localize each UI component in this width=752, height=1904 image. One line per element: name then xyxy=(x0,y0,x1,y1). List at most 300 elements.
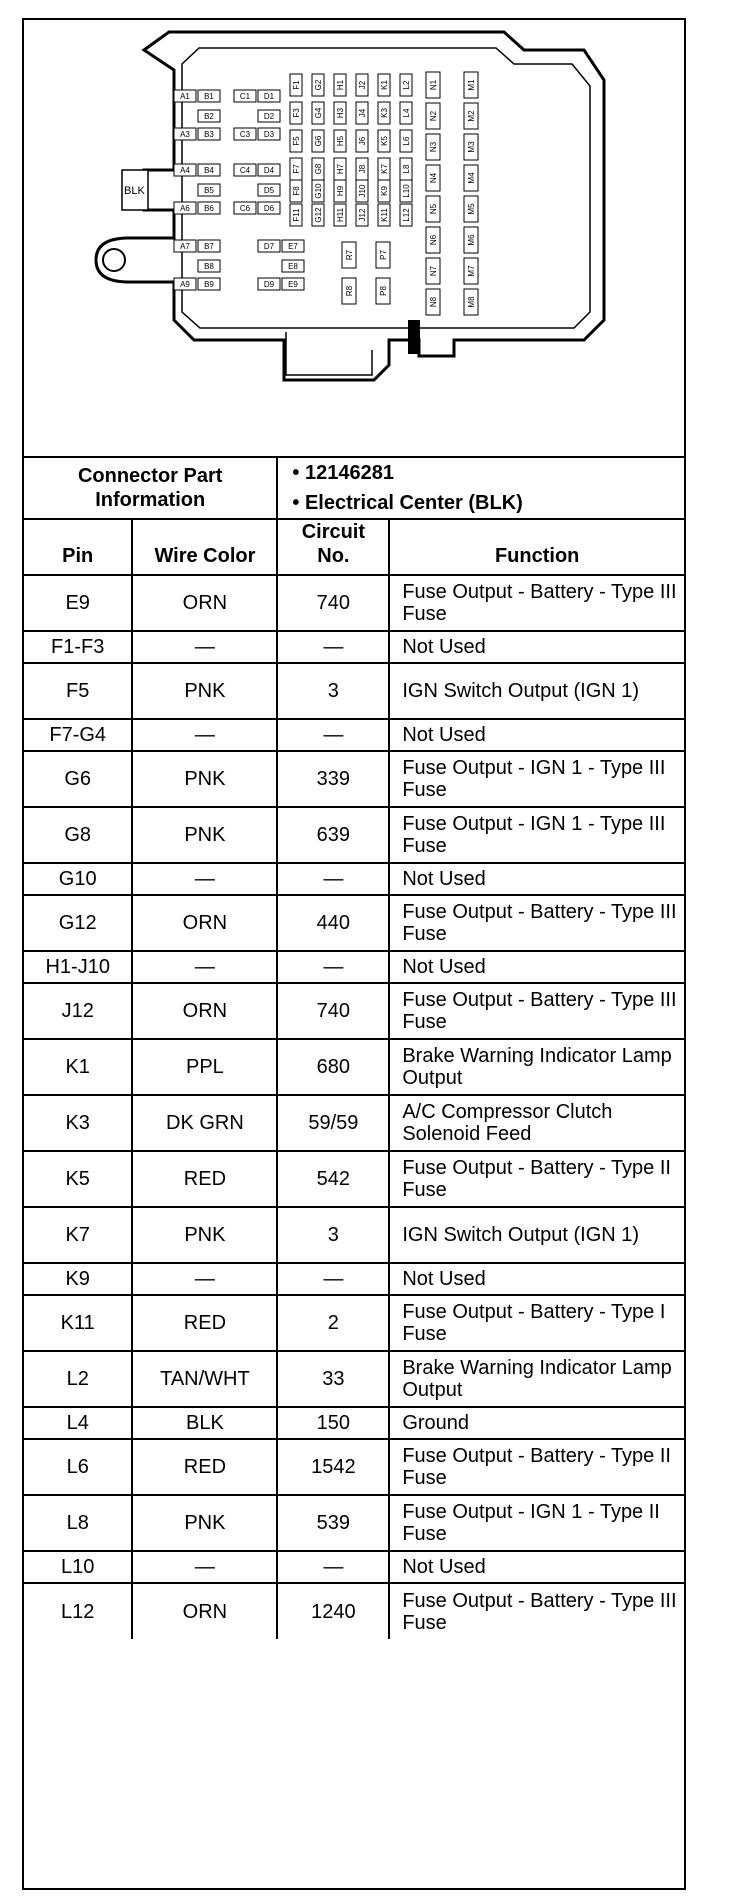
fuse-slot-label: A7 xyxy=(180,242,190,251)
table-row xyxy=(24,1551,684,1583)
fuse-slot-label: B7 xyxy=(204,242,214,251)
fuse-slot-label: R8 xyxy=(345,285,354,297)
pin-cell: F1-F3 xyxy=(24,631,132,663)
circuit-cell: 59/59 xyxy=(277,1095,389,1151)
connector-plug-outline xyxy=(286,332,372,375)
function-cell: Fuse Output - Battery - Type III Fuse xyxy=(389,575,684,631)
pin-table xyxy=(24,456,684,1639)
fuse-slot xyxy=(426,227,440,253)
table-row xyxy=(24,983,684,1039)
fuse-slot xyxy=(426,103,440,129)
fuse-slot xyxy=(426,165,440,191)
fuse-slot-label: G6 xyxy=(314,135,323,147)
fuse-slot-label: L8 xyxy=(402,164,411,174)
pin-cell: E9 xyxy=(24,575,132,631)
table-row xyxy=(24,719,684,751)
fuse-slot xyxy=(426,258,440,284)
fuse-slot xyxy=(356,204,368,226)
fuse-slot xyxy=(258,164,280,176)
latch xyxy=(408,320,420,354)
fuse-slot-label: K11 xyxy=(380,208,389,222)
fuse-slot xyxy=(198,164,220,176)
table-row xyxy=(24,807,684,863)
fuse-slot-label: M4 xyxy=(467,172,476,184)
fuse-slot xyxy=(342,242,356,268)
fuse-slot-label: D3 xyxy=(263,130,275,139)
fuse-slot-label: A9 xyxy=(180,280,190,289)
wire-color-cell: — xyxy=(132,951,277,983)
function-cell: Fuse Output - Battery - Type I Fuse xyxy=(389,1295,684,1351)
wire-color-cell: RED xyxy=(132,1439,277,1495)
pin-cell: K3 xyxy=(24,1095,132,1151)
fuse-slot xyxy=(464,289,478,315)
fuse-slot xyxy=(282,240,304,252)
fuse-slot xyxy=(174,278,196,290)
fuse-slot-label: J10 xyxy=(358,184,367,198)
fuse-slot-label: A4 xyxy=(180,166,190,175)
fuse-slot-label: L6 xyxy=(402,136,411,146)
pin-cell: F5 xyxy=(24,663,132,719)
connector-info-label-text: Connector Part Information xyxy=(77,465,223,511)
wire-color-cell: PNK xyxy=(132,1207,277,1263)
pin-cell: K7 xyxy=(24,1207,132,1263)
fuse-slot-label: M1 xyxy=(467,79,476,91)
fuse-slot-label: M8 xyxy=(467,296,476,308)
function-cell: Brake Warning Indicator Lamp Output xyxy=(389,1351,684,1407)
fuse-slot xyxy=(334,102,346,124)
fuse-slot-label: G8 xyxy=(314,163,323,175)
circuit-cell: 539 xyxy=(277,1495,389,1551)
pin-cell: L8 xyxy=(24,1495,132,1551)
fuse-slot-label: N6 xyxy=(429,234,438,246)
fuse-slot-label: N7 xyxy=(429,265,438,277)
function-cell: Fuse Output - Battery - Type II Fuse xyxy=(389,1151,684,1207)
fuse-slot-label: M7 xyxy=(467,265,476,277)
fuse-slot xyxy=(174,202,196,214)
table-row xyxy=(24,895,684,951)
table-row xyxy=(24,1039,684,1095)
wire-color-cell: DK GRN xyxy=(132,1095,277,1151)
fuse-slot-label: J8 xyxy=(358,164,367,174)
fuse-slot-label: N5 xyxy=(429,203,438,215)
header-pin: Pin xyxy=(24,519,132,575)
function-cell: Fuse Output - Battery - Type II Fuse xyxy=(389,1439,684,1495)
fuse-slot xyxy=(378,74,390,96)
fuse-slot xyxy=(312,130,324,152)
fuse-slot-label: J6 xyxy=(358,136,367,146)
pin-cell: L6 xyxy=(24,1439,132,1495)
fuse-slot-label: E8 xyxy=(288,262,298,271)
fuse-slots xyxy=(174,72,478,315)
fuse-slot xyxy=(174,164,196,176)
bullet: • xyxy=(292,492,300,514)
fuse-slot xyxy=(312,180,324,202)
wire-color-cell: ORN xyxy=(132,983,277,1039)
function-cell: Fuse Output - IGN 1 - Type II Fuse xyxy=(389,1495,684,1551)
fuse-slot-label: G12 xyxy=(314,207,323,223)
circuit-cell: — xyxy=(277,719,389,751)
fuse-slot-label: F11 xyxy=(292,208,301,222)
table-row xyxy=(24,663,684,719)
wire-color-cell: ORN xyxy=(132,575,277,631)
fuse-slot-label: F1 xyxy=(292,80,301,90)
fuse-slot xyxy=(198,202,220,214)
table-row xyxy=(24,751,684,807)
fuse-slot-label: K5 xyxy=(380,136,389,146)
fuse-slot-label: G4 xyxy=(314,107,323,119)
wire-color-cell: — xyxy=(132,863,277,895)
circuit-cell: 542 xyxy=(277,1151,389,1207)
circuit-cell: — xyxy=(277,631,389,663)
table-row xyxy=(24,631,684,663)
fuse-slot xyxy=(174,128,196,140)
fuse-slot-label: H3 xyxy=(336,107,345,119)
circuit-cell: 3 xyxy=(277,1207,389,1263)
circuit-cell: 2 xyxy=(277,1295,389,1351)
fuse-slot xyxy=(258,110,280,122)
circuit-cell: 339 xyxy=(277,751,389,807)
fuse-slot xyxy=(290,204,302,226)
mounting-hole xyxy=(103,249,125,271)
fuse-slot xyxy=(400,102,412,124)
fuse-slot xyxy=(464,258,478,284)
function-cell: Not Used xyxy=(389,1551,684,1583)
fuse-slot xyxy=(378,130,390,152)
circuit-cell: — xyxy=(277,1263,389,1295)
fuse-slot xyxy=(234,202,256,214)
fuse-slot xyxy=(198,240,220,252)
fuse-slot xyxy=(334,130,346,152)
fuse-slot xyxy=(282,260,304,272)
fuse-slot-label: M6 xyxy=(467,234,476,246)
wire-color-cell: BLK xyxy=(132,1407,277,1439)
fuse-slot xyxy=(334,158,346,180)
fuse-slot-label: A3 xyxy=(180,130,190,139)
table-row xyxy=(24,951,684,983)
fuse-slot-label: F7 xyxy=(292,164,301,174)
fuse-slot-label: H7 xyxy=(336,163,345,175)
fuse-slot xyxy=(290,102,302,124)
fuse-slot xyxy=(376,242,390,268)
wire-color-cell: RED xyxy=(132,1151,277,1207)
fuse-slot-label: C4 xyxy=(239,166,251,175)
fuse-slot xyxy=(312,158,324,180)
fuse-slot-label: B6 xyxy=(204,204,214,213)
connector-info-label xyxy=(24,457,277,519)
fuse-slot xyxy=(400,158,412,180)
function-cell: Not Used xyxy=(389,951,684,983)
bullet: • xyxy=(292,462,300,484)
header-function: Function xyxy=(389,519,684,575)
wire-color-cell: — xyxy=(132,1263,277,1295)
fuse-slot xyxy=(334,74,346,96)
circuit-cell: 150 xyxy=(277,1407,389,1439)
fuse-slot-label: C1 xyxy=(239,92,251,101)
fuse-slot-label: F5 xyxy=(292,136,301,146)
table-row xyxy=(24,1295,684,1351)
fuse-slot-label: K1 xyxy=(380,80,389,90)
function-cell: Not Used xyxy=(389,631,684,663)
pin-cell: K11 xyxy=(24,1295,132,1351)
fuse-slot-label: H1 xyxy=(336,79,345,91)
fuse-slot xyxy=(258,128,280,140)
fuse-slot-label: D1 xyxy=(263,92,275,101)
fuse-slot xyxy=(258,184,280,196)
table-row xyxy=(24,863,684,895)
fuse-slot-label: M3 xyxy=(467,141,476,153)
table-row xyxy=(24,1207,684,1263)
pin-cell: K5 xyxy=(24,1151,132,1207)
wire-color-cell: — xyxy=(132,631,277,663)
fuse-slot-label: J2 xyxy=(358,80,367,90)
fuse-slot xyxy=(426,134,440,160)
wire-color-cell: PPL xyxy=(132,1039,277,1095)
function-cell: IGN Switch Output (IGN 1) xyxy=(389,1207,684,1263)
fuse-slot xyxy=(282,278,304,290)
fuse-slot-label: B8 xyxy=(204,262,214,271)
fuse-slot-label: N4 xyxy=(429,172,438,184)
fuse-slot-label: M2 xyxy=(467,110,476,122)
fuse-slot xyxy=(290,130,302,152)
fuse-slot xyxy=(356,74,368,96)
function-cell: A/C Compressor Clutch Solenoid Feed xyxy=(389,1095,684,1151)
side-label: BLK xyxy=(124,185,145,197)
fuse-slot xyxy=(464,227,478,253)
fuse-slot xyxy=(198,110,220,122)
fuse-slot-label: N8 xyxy=(429,296,438,308)
pin-cell: F7-G4 xyxy=(24,719,132,751)
function-cell: Fuse Output - Battery - Type III Fuse xyxy=(389,1583,684,1639)
pin-cell: H1-J10 xyxy=(24,951,132,983)
function-cell: Fuse Output - IGN 1 - Type III Fuse xyxy=(389,751,684,807)
fuse-slot xyxy=(378,180,390,202)
header-wire-color: Wire Color xyxy=(132,519,277,575)
wire-color-cell: ORN xyxy=(132,1583,277,1639)
connector-sheet xyxy=(22,18,686,1890)
circuit-cell: — xyxy=(277,951,389,983)
circuit-cell: 33 xyxy=(277,1351,389,1407)
table-row xyxy=(24,1439,684,1495)
fuse-slot-label: D9 xyxy=(263,280,275,289)
connector-description: Electrical Center (BLK) xyxy=(304,492,523,514)
fuse-slot-label: C3 xyxy=(239,130,251,139)
fuse-slot-label: K3 xyxy=(380,108,389,118)
circuit-cell: — xyxy=(277,1551,389,1583)
fuse-slot xyxy=(198,184,220,196)
fuse-slot xyxy=(400,130,412,152)
circuit-cell: 639 xyxy=(277,807,389,863)
fuse-slot xyxy=(464,72,478,98)
wire-color-cell: PNK xyxy=(132,807,277,863)
function-cell: Fuse Output - Battery - Type III Fuse xyxy=(389,895,684,951)
function-cell: IGN Switch Output (IGN 1) xyxy=(389,663,684,719)
fuse-slot-label: A6 xyxy=(180,204,190,213)
circuit-cell: 440 xyxy=(277,895,389,951)
fuse-slot xyxy=(400,180,412,202)
fuse-slot-label: K9 xyxy=(380,186,389,196)
circuit-cell: 740 xyxy=(277,983,389,1039)
connector-info-values xyxy=(277,457,684,519)
table-row xyxy=(24,1095,684,1151)
fuse-slot xyxy=(198,128,220,140)
part-number: 12146281 xyxy=(304,462,394,484)
fuse-slot xyxy=(356,158,368,180)
fuse-slot-label: F8 xyxy=(292,186,301,196)
fuse-slot xyxy=(400,204,412,226)
fuse-slot-label: B1 xyxy=(204,92,214,101)
table-row xyxy=(24,1263,684,1295)
fuse-slot xyxy=(234,164,256,176)
fuse-slot-label: D2 xyxy=(263,112,275,121)
fuse-slot xyxy=(356,180,368,202)
part-number-line xyxy=(292,458,684,488)
circuit-cell: 680 xyxy=(277,1039,389,1095)
fuse-slot-label: J4 xyxy=(358,108,367,118)
pin-cell: L2 xyxy=(24,1351,132,1407)
fuse-slot-label: E9 xyxy=(288,280,298,289)
fuse-slot xyxy=(464,165,478,191)
fuse-slot-label: D7 xyxy=(263,242,275,251)
fuse-slot xyxy=(258,202,280,214)
function-cell: Brake Warning Indicator Lamp Output xyxy=(389,1039,684,1095)
wire-color-cell: PNK xyxy=(132,1495,277,1551)
fuse-slot-label: P7 xyxy=(379,250,388,260)
fuse-slot-label: J12 xyxy=(358,208,367,222)
wire-color-cell: ORN xyxy=(132,895,277,951)
circuit-cell: 1240 xyxy=(277,1583,389,1639)
function-cell: Not Used xyxy=(389,719,684,751)
fuse-slot xyxy=(378,102,390,124)
fuse-slot-label: G10 xyxy=(314,183,323,199)
fuse-slot-label: D5 xyxy=(263,186,275,195)
function-cell: Ground xyxy=(389,1407,684,1439)
fuse-slot xyxy=(464,103,478,129)
wire-color-cell: PNK xyxy=(132,663,277,719)
function-cell: Not Used xyxy=(389,1263,684,1295)
function-cell: Fuse Output - Battery - Type III Fuse xyxy=(389,983,684,1039)
fuse-slot xyxy=(312,74,324,96)
fuse-slot xyxy=(426,196,440,222)
function-cell: Fuse Output - IGN 1 - Type III Fuse xyxy=(389,807,684,863)
fuse-slot-label: M5 xyxy=(467,203,476,215)
table-row xyxy=(24,1495,684,1551)
fuse-slot-label: L10 xyxy=(402,184,411,198)
fuse-slot xyxy=(356,130,368,152)
fuse-slot-label: N1 xyxy=(429,79,438,91)
pin-cell: K9 xyxy=(24,1263,132,1295)
fuse-slot-label: E7 xyxy=(288,242,298,251)
pin-cell: L10 xyxy=(24,1551,132,1583)
fuse-slot xyxy=(312,102,324,124)
fuse-slot-label: P8 xyxy=(379,286,388,296)
fuse-slot xyxy=(378,204,390,226)
fuse-slot-label: B9 xyxy=(204,280,214,289)
fuse-slot-label: G2 xyxy=(314,79,323,91)
pin-cell: L4 xyxy=(24,1407,132,1439)
fuse-slot xyxy=(342,278,356,304)
fuse-slot xyxy=(198,90,220,102)
pin-cell: G12 xyxy=(24,895,132,951)
wire-color-cell: — xyxy=(132,719,277,751)
circuit-cell: 1542 xyxy=(277,1439,389,1495)
fuse-slot xyxy=(334,180,346,202)
pin-cell: K1 xyxy=(24,1039,132,1095)
circuit-cell: — xyxy=(277,863,389,895)
fuse-slot xyxy=(290,158,302,180)
fuse-slot xyxy=(198,260,220,272)
fuse-slot xyxy=(312,204,324,226)
fuse-slot-label: L12 xyxy=(402,208,411,222)
connector-info-row xyxy=(24,457,684,519)
circuit-cell: 3 xyxy=(277,663,389,719)
fuse-slot xyxy=(334,204,346,226)
fuse-slot-label: B4 xyxy=(204,166,214,175)
pin-cell: G8 xyxy=(24,807,132,863)
wire-color-cell: TAN/WHT xyxy=(132,1351,277,1407)
description-line xyxy=(292,488,684,518)
fuse-slot-label: C6 xyxy=(239,204,251,213)
function-cell: Not Used xyxy=(389,863,684,895)
table-row xyxy=(24,1151,684,1207)
circuit-cell: 740 xyxy=(277,575,389,631)
fuse-slot xyxy=(356,102,368,124)
table-row xyxy=(24,575,684,631)
fuse-slot-label: D4 xyxy=(263,166,275,175)
wire-color-cell: — xyxy=(132,1551,277,1583)
fuse-slot xyxy=(290,180,302,202)
fuse-slot-label: H9 xyxy=(336,185,345,197)
fuse-slot-label: N2 xyxy=(429,110,438,122)
fuse-slot xyxy=(376,278,390,304)
fuse-slot-label: K7 xyxy=(380,164,389,174)
fuse-slot-label: L4 xyxy=(402,108,411,118)
fuse-slot xyxy=(464,134,478,160)
fuse-slot-label: F3 xyxy=(292,108,301,118)
fuse-slot xyxy=(378,158,390,180)
fuse-slot xyxy=(290,74,302,96)
header-row xyxy=(24,519,684,575)
fuse-slot-label: L2 xyxy=(402,80,411,90)
table-row xyxy=(24,1351,684,1407)
fuse-slot xyxy=(174,90,196,102)
pin-cell: J12 xyxy=(24,983,132,1039)
fuse-slot-label: D6 xyxy=(263,204,275,213)
fuse-slot-label: B3 xyxy=(204,130,214,139)
fuse-slot xyxy=(426,289,440,315)
fuse-slot-label: H11 xyxy=(336,207,345,223)
wire-color-cell: PNK xyxy=(132,751,277,807)
table-row xyxy=(24,1407,684,1439)
fuse-slot xyxy=(464,196,478,222)
pin-cell: G6 xyxy=(24,751,132,807)
fuse-block-drawing xyxy=(24,20,684,454)
fuse-slot-label: N3 xyxy=(429,141,438,153)
electrical-center-diagram xyxy=(24,20,684,458)
fuse-slot xyxy=(426,72,440,98)
fuse-slot xyxy=(198,278,220,290)
wire-color-cell: RED xyxy=(132,1295,277,1351)
fuse-slot xyxy=(234,90,256,102)
fuse-slot-label: A1 xyxy=(180,92,190,101)
fuse-slot-label: B2 xyxy=(204,112,214,121)
fuse-slot xyxy=(258,90,280,102)
fuse-slot xyxy=(174,240,196,252)
fuse-slot xyxy=(258,278,280,290)
fuse-slot xyxy=(400,74,412,96)
header-circuit: Circuit No. xyxy=(277,519,389,575)
fuse-slot xyxy=(258,240,280,252)
fuse-slot-label: B5 xyxy=(204,186,214,195)
